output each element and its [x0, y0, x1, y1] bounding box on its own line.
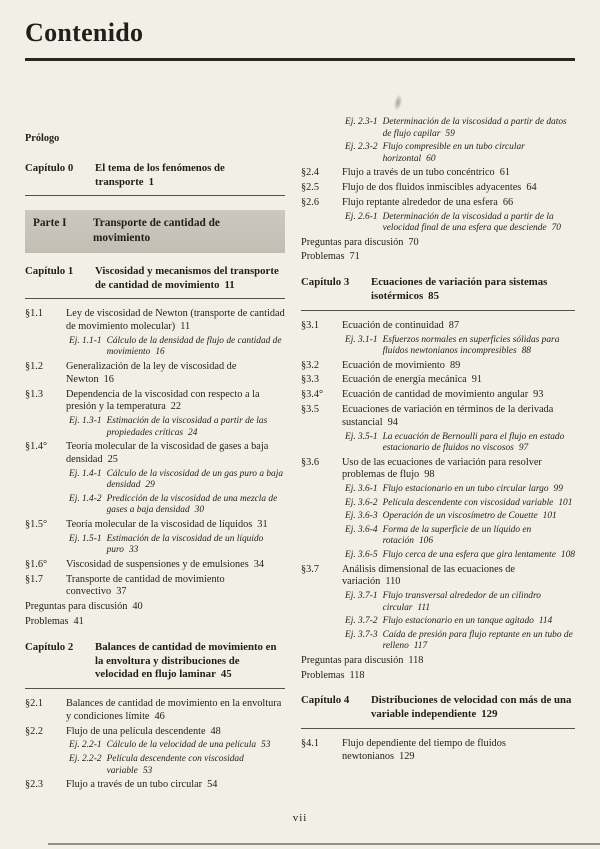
toc-entry-part	[25, 210, 285, 252]
ink-smudge-artifact	[392, 93, 403, 111]
toc-entry-section	[25, 559, 285, 572]
toc-entry-example	[345, 335, 575, 358]
page-title: Contenido	[25, 18, 144, 47]
entry-label: §3.6	[301, 456, 320, 468]
entry-label: §1.2	[25, 361, 44, 373]
entry-text	[342, 564, 575, 590]
entry-title: Ecuación de continuidad	[342, 319, 444, 331]
toc-entry-example	[345, 498, 575, 510]
toc-entry-chapter	[25, 265, 285, 300]
toc-entry-example	[69, 469, 285, 492]
entry-title: Cálculo de la velocidad de una película	[106, 740, 257, 751]
entry-text	[25, 616, 285, 629]
entry-title: Viscosidad y mecanismos del transporte de cantidad de movimiento	[95, 264, 279, 291]
entry-page-number: 33	[128, 545, 139, 556]
entry-title: Estimación de la viscosidad a partir de las propiedades críticas	[106, 416, 268, 438]
entry-text	[383, 142, 575, 165]
toc-entry-example	[345, 511, 575, 523]
toc-entry-example	[345, 432, 575, 455]
entry-page-number: 1	[148, 175, 154, 188]
entry-page-number: 30	[194, 505, 205, 516]
entry-page-number: 31	[257, 518, 268, 530]
entry-label: §1.7	[25, 573, 44, 585]
entry-text	[66, 574, 285, 600]
entry-label: Ej. 2.2-2	[69, 754, 102, 764]
entry-page-number: 108	[560, 550, 575, 561]
toc-entry-section	[301, 360, 575, 373]
entry-text	[93, 216, 225, 245]
entry-title: Determinación de la viscosidad a partir de datos de flujo capilar	[382, 117, 567, 139]
entry-title: Análisis dimensional de las ecuaciones de variación	[342, 563, 515, 588]
toc-entry-section	[301, 374, 575, 387]
toc-entry-section	[25, 698, 285, 724]
entry-label: §1.5°	[25, 518, 48, 530]
entry-text	[342, 457, 575, 483]
entry-text	[107, 416, 285, 439]
entry-text	[66, 698, 285, 724]
entry-page-number: 129	[481, 708, 498, 721]
entry-title: Ecuación de movimiento	[342, 359, 445, 371]
entry-page-number: 34	[253, 558, 264, 570]
toc-entry-section	[25, 574, 285, 600]
entry-label: §3.4°	[301, 389, 324, 401]
entry-label: Ej. 1.4-1	[69, 468, 102, 479]
toc-entry-prologue	[25, 133, 285, 146]
entry-page-number: 110	[385, 576, 401, 588]
toc-entry-section	[25, 726, 285, 739]
toc-entry-section	[25, 308, 285, 334]
toc-entry-plain	[301, 670, 575, 683]
entry-page-number: 97	[518, 443, 529, 454]
entry-page-number: 89	[449, 359, 461, 371]
entry-label: §2.1	[25, 698, 44, 710]
toc-entry-example	[69, 740, 285, 752]
entry-text	[371, 694, 575, 722]
entry-page-number: 53	[261, 740, 271, 751]
entry-text	[107, 740, 285, 752]
entry-page-number: 114	[538, 616, 553, 627]
toc-entry-section	[301, 182, 575, 195]
entry-page-number: 60	[426, 153, 436, 164]
entry-title: Dependencia de la viscosidad con respecto a la presión y la temperatura	[66, 388, 260, 413]
entry-label: Parte I	[33, 217, 67, 230]
entry-page-number: 16	[155, 347, 165, 358]
entry-page-number: 41	[73, 615, 84, 627]
entry-title: Balances de cantidad de movimiento en la envoltura y distribuciones de velocidad en flujo laminar	[95, 640, 277, 681]
entry-title: Película descendente con viscosidad variable	[382, 497, 554, 508]
entry-page-number: 45	[220, 668, 232, 681]
entry-text	[25, 601, 285, 614]
entry-page-number: 118	[408, 654, 424, 666]
toc-entry-section	[25, 389, 285, 415]
toc-entry-example	[345, 484, 575, 496]
toc-entry-chapter	[301, 276, 575, 311]
toc-entry-section	[301, 738, 575, 764]
entry-title: Balances de cantidad de movimiento en la envoltura y condiciones límite	[66, 698, 282, 722]
entry-title: Uso de las ecuaciones de variación para resolver problemas de flujo	[342, 456, 542, 481]
toc-entry-plain	[25, 616, 285, 629]
entry-text	[66, 519, 285, 532]
entry-title: Flujo transversal alrededor de un cilindro circular	[382, 591, 541, 613]
entry-page-number: 53	[142, 765, 153, 776]
toc-entry-example	[345, 591, 575, 614]
entry-label: Ej. 1.5-1	[69, 533, 102, 544]
entry-label: Ej. 3.5-1	[345, 431, 378, 442]
entry-text	[66, 726, 285, 739]
entry-title: Operación de un viscosímetro de Couette	[382, 511, 538, 522]
entry-label: Capítulo 4	[301, 694, 350, 707]
entry-title: Flujo de una película descendente	[66, 725, 206, 737]
entry-label: Ej. 2.3-1	[345, 117, 378, 127]
entry-page-number: 129	[399, 750, 415, 762]
toc-entry-chapter	[25, 162, 285, 197]
entry-page-number: 70	[551, 223, 561, 234]
entry-label: Ej. 3.7-3	[345, 629, 378, 640]
entry-text	[25, 133, 285, 146]
entry-page-number: 91	[471, 374, 483, 386]
entry-title: Preguntas para discusión	[301, 654, 404, 666]
entry-text	[383, 212, 575, 235]
entry-page-number: 22	[170, 401, 182, 413]
entry-title: Ecuación de energía mecánica	[342, 374, 467, 386]
entry-page-number: 40	[132, 601, 143, 613]
entry-text	[95, 265, 285, 293]
entry-title: Flujo de dos fluidos inmiscibles adyacentes	[342, 182, 522, 194]
entry-title: Flujo estacionario en un tanque agitado	[382, 616, 534, 627]
entry-label: §3.5	[301, 404, 320, 416]
entry-text	[342, 360, 575, 373]
entry-text	[107, 469, 285, 492]
entry-page-number: 61	[499, 167, 510, 179]
entry-title: Determinación de la viscosidad a partir de la velocidad final de una esfera que desciende	[382, 211, 554, 234]
toc-entry-example	[345, 525, 575, 548]
entry-text	[107, 534, 285, 557]
entry-title: Flujo cerca de una esfera que gira lentamente	[382, 550, 556, 561]
entry-title: Estimación de la viscosidad de un líquido puro	[106, 533, 264, 556]
entry-label: Capítulo 0	[25, 161, 74, 174]
title-rule	[25, 58, 575, 61]
entry-page-number: 88	[521, 346, 531, 357]
entry-text	[107, 754, 285, 777]
toc-entry-section	[301, 320, 575, 333]
toc-entry-chapter	[25, 641, 285, 689]
entry-label: §3.2	[301, 359, 320, 371]
entry-label: §1.1	[25, 308, 44, 320]
entry-page-number: 59	[445, 128, 455, 139]
entry-page-number: 48	[210, 725, 221, 737]
toc-entry-section	[301, 404, 575, 430]
toc-entry-example	[69, 754, 285, 777]
entry-text	[301, 251, 575, 264]
entry-title: El tema de los fenómenos de transporte	[95, 161, 225, 188]
entry-label: Ej. 3.6-1	[345, 484, 378, 495]
entry-label: Ej. 1.1-1	[69, 335, 102, 346]
entry-label: Ej. 2.6-1	[345, 211, 378, 222]
entry-page-number: 85	[428, 290, 439, 303]
entry-label: Ej. 3.7-2	[345, 616, 378, 627]
entry-label: Capítulo 3	[301, 276, 350, 289]
entry-text	[342, 374, 575, 387]
entry-label: §4.1	[301, 738, 320, 750]
entry-page-number: 70	[408, 236, 419, 248]
entry-text	[383, 498, 575, 510]
entry-title: Película descendente con viscosidad variable	[106, 754, 244, 776]
toc-entry-section	[301, 564, 575, 590]
entry-text	[66, 559, 285, 572]
entry-text	[383, 591, 575, 614]
entry-title: Ley de viscosidad de Newton (transporte de cantidad de movimiento molecular)	[66, 308, 285, 333]
entry-text	[342, 167, 575, 180]
entry-label: Ej. 1.3-1	[69, 416, 102, 427]
entry-text	[301, 237, 575, 250]
entry-label: §1.3	[25, 388, 44, 400]
entry-title: Ecuación de cantidad de movimiento angular	[342, 389, 529, 401]
entry-label: §3.1	[301, 319, 320, 331]
entry-text	[371, 276, 575, 304]
entry-page-number: 54	[207, 779, 218, 791]
entry-title: Forma de la superficie de un líquido en rotación	[382, 524, 532, 547]
toc-column-right	[301, 117, 575, 766]
entry-title: Flujo a través de un tubo concéntrico	[342, 167, 495, 179]
entry-title: Distribuciones de velocidad con más de una variable independiente	[371, 694, 572, 721]
entry-title: Problemas	[301, 251, 345, 263]
entry-text	[301, 655, 575, 668]
entry-title: Flujo a través de un tubo circular	[66, 779, 203, 791]
entry-page-number: 25	[107, 453, 118, 465]
entry-page-number: 46	[154, 710, 165, 722]
toc-entry-section	[25, 361, 285, 387]
entry-title: Caída de presión para flujo reptante en un tubo de relleno	[382, 629, 573, 652]
toc-entry-example	[345, 550, 575, 562]
entry-text	[95, 641, 285, 682]
entry-title: Preguntas para discusión	[301, 236, 404, 248]
toc-entry-plain	[25, 601, 285, 614]
entry-text	[342, 404, 575, 430]
page-number: vii	[292, 812, 308, 824]
entry-label: §2.3	[25, 779, 44, 791]
toc-entry-section	[25, 519, 285, 532]
toc-entry-example	[69, 336, 285, 359]
toc-entry-example	[345, 616, 575, 628]
entry-label: Ej. 2.3-2	[345, 142, 378, 153]
entry-page-number: 87	[448, 319, 460, 331]
entry-page-number: 93	[533, 389, 544, 401]
entry-text	[383, 550, 575, 562]
entry-label: Ej. 3.6-2	[345, 497, 378, 508]
entry-title: Flujo dependiente del tiempo de fluidos newtonianos	[342, 738, 506, 762]
entry-page-number: 71	[349, 251, 360, 263]
toc-entry-example	[69, 534, 285, 557]
entry-label: §1.4°	[25, 441, 48, 453]
entry-label: §1.6°	[25, 558, 48, 570]
entry-label: Ej. 2.2-1	[69, 740, 102, 751]
entry-title: Viscosidad de suspensiones y de emulsiones	[66, 558, 249, 570]
entry-label: §2.5	[301, 182, 320, 194]
entry-title: Ecuaciones de variación para sistemas isotérmicos	[371, 276, 548, 303]
entry-text	[107, 494, 285, 517]
entry-page-number: 37	[116, 586, 127, 598]
toc-entry-section	[25, 779, 285, 792]
toc-entry-section	[301, 389, 575, 402]
entry-text	[66, 389, 285, 415]
entry-title: Generalización de la ley de viscosidad de Newton	[66, 361, 237, 385]
entry-text	[107, 336, 285, 359]
entry-text	[342, 320, 575, 333]
toc-entry-plain	[301, 655, 575, 668]
entry-title: Cálculo de la viscosidad de un gas puro a baja densidad	[106, 468, 284, 491]
entry-page-number: 94	[387, 416, 398, 428]
toc-entry-example	[69, 416, 285, 439]
entry-title: Problemas	[301, 669, 345, 681]
toc-entry-plain	[301, 251, 575, 264]
entry-page-number: 16	[103, 373, 114, 385]
entry-label: Capítulo 1	[25, 264, 74, 277]
entry-title: Preguntas para discusión	[25, 601, 128, 613]
entry-text	[95, 162, 285, 190]
entry-label: §3.7	[301, 563, 320, 575]
entry-title: Cálculo de la densidad de flujo de cantidad de movimiento	[106, 335, 282, 358]
entry-title: Ecuaciones de variación en términos de la derivada sustancial	[342, 404, 554, 428]
entry-title: Flujo estacionario en un tubo circular largo	[382, 484, 549, 495]
entry-label: §2.6	[301, 196, 320, 208]
entry-text	[342, 182, 575, 195]
entry-title: Flujo reptante alrededor de una esfera	[342, 196, 498, 208]
entry-text	[342, 389, 575, 402]
entry-page-number: 111	[417, 602, 431, 613]
entry-page-number: 66	[502, 196, 514, 208]
entry-text	[66, 361, 285, 387]
entry-text	[342, 738, 575, 764]
scan-edge-artifact	[48, 843, 600, 845]
toc-entry-section	[25, 441, 285, 467]
toc-entry-example	[345, 212, 575, 235]
entry-page-number: 29	[145, 480, 155, 491]
entry-label: §3.3	[301, 374, 320, 386]
entry-title: Prólogo	[25, 133, 60, 144]
entry-label: Ej. 3.7-1	[345, 591, 378, 602]
entry-page-number: 64	[526, 182, 537, 194]
entry-text	[383, 484, 575, 496]
entry-title: Teoría molecular de la viscosidad de líquidos	[66, 518, 253, 530]
entry-label: Ej. 3.6-5	[345, 550, 378, 561]
entry-text	[383, 117, 575, 140]
entry-label: Ej. 3.6-3	[345, 511, 378, 522]
entry-page-number: 24	[188, 427, 198, 438]
entry-text	[342, 197, 575, 210]
entry-page-number: 11	[180, 321, 191, 333]
entry-title: Transporte de cantidad de movimiento convectivo	[66, 573, 225, 598]
entry-page-number: 117	[413, 641, 428, 652]
entry-page-number: 11	[224, 278, 235, 291]
toc-entry-chapter	[301, 694, 575, 729]
entry-page-number: 98	[424, 469, 435, 481]
entry-label: Ej. 3.1-1	[345, 334, 378, 345]
entry-title: Transporte de cantidad de movimiento	[93, 217, 220, 245]
toc-entry-example	[69, 494, 285, 517]
entry-label: §2.2	[25, 725, 44, 737]
toc-entry-section	[301, 167, 575, 180]
entry-text	[383, 335, 575, 358]
entry-text	[383, 616, 575, 628]
entry-text	[66, 779, 285, 792]
entry-text	[301, 670, 575, 683]
entry-page-number: 118	[349, 669, 365, 681]
entry-label: Ej. 1.4-2	[69, 493, 102, 504]
entry-page-number: 101	[542, 511, 557, 522]
toc-entry-section	[301, 197, 575, 210]
toc-entry-example	[345, 142, 575, 165]
entry-text	[383, 525, 575, 548]
toc-column-left	[25, 117, 285, 794]
entry-label: §2.4	[301, 167, 320, 179]
entry-text	[383, 630, 575, 653]
entry-page-number: 99	[553, 484, 563, 495]
entry-title: La ecuación de Bernoulli para el flujo en estado estacionario de fluidos no viscosos	[382, 431, 565, 454]
entry-text	[66, 441, 285, 467]
entry-title: Flujo compresible en un tubo circular horizontal	[382, 142, 525, 164]
entry-page-number: 101	[558, 497, 573, 508]
toc-entry-plain	[301, 237, 575, 250]
entry-page-number: 106	[418, 536, 434, 547]
entry-title: Predicción de la viscosidad de una mezcla de gases a baja densidad	[106, 493, 278, 516]
entry-text	[383, 511, 575, 523]
toc-entry-example	[345, 117, 575, 140]
entry-text	[66, 308, 285, 334]
toc-entry-example	[345, 630, 575, 653]
entry-label: Ej. 3.6-4	[345, 524, 378, 535]
toc-columns	[25, 117, 575, 794]
entry-text	[383, 432, 575, 455]
entry-title: Problemas	[25, 615, 69, 627]
entry-title: Teoría molecular de la viscosidad de gases a baja densidad	[66, 441, 269, 465]
toc-entry-section	[301, 457, 575, 483]
entry-title: Esfuerzos normales en superficies sólidas para fluidos newtonianos incompresibles	[382, 334, 560, 357]
entry-label: Capítulo 2	[25, 640, 74, 653]
